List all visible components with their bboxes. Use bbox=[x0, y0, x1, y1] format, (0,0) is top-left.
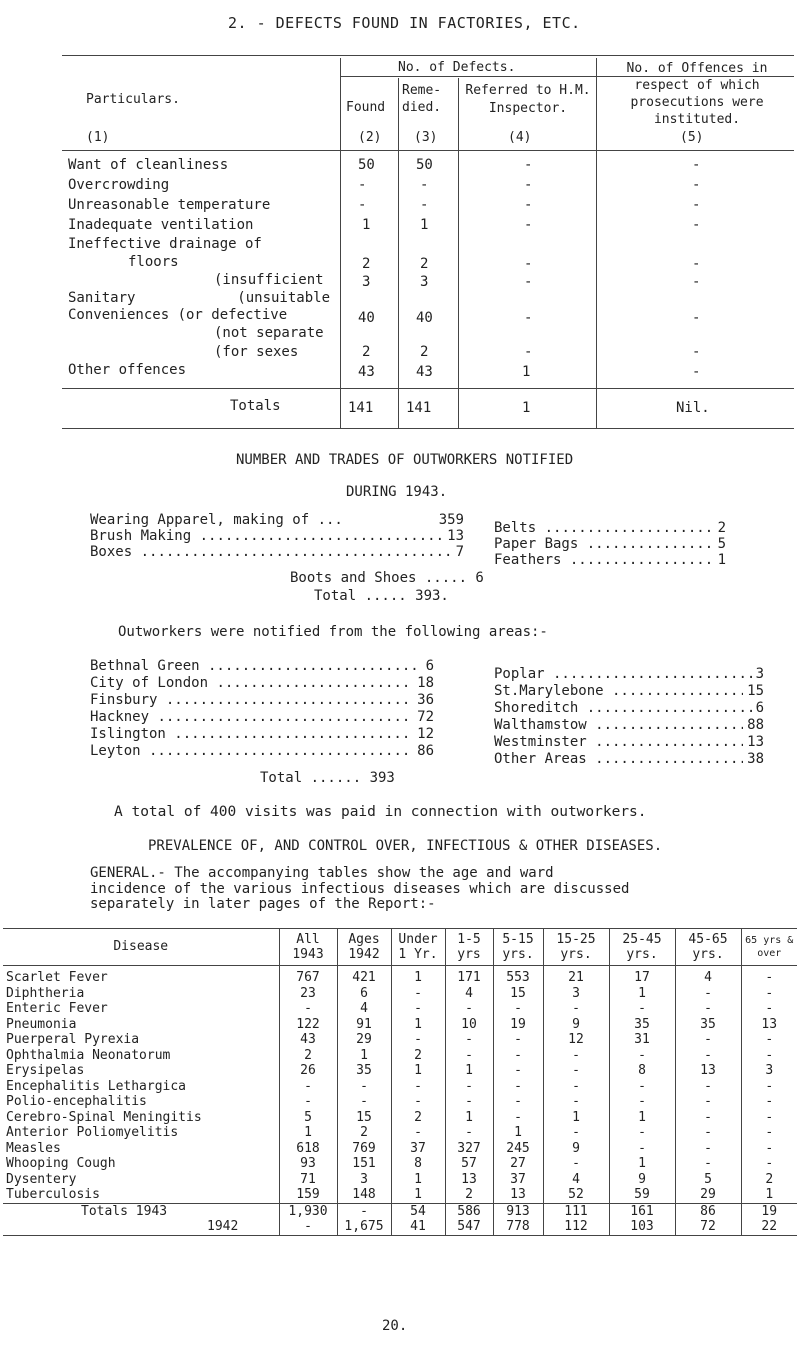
header-referred: Referred to H.M. Inspector. bbox=[465, 83, 591, 116]
defect-row-label: Other offences bbox=[68, 362, 187, 378]
defect-found: 2 bbox=[362, 256, 371, 272]
disease-count: - bbox=[675, 1156, 741, 1172]
disease-row bbox=[3, 1079, 797, 1095]
disease-count: 1 bbox=[279, 1125, 337, 1141]
totals-cell: 111 bbox=[543, 1203, 609, 1219]
defect-row-label: Conveniences (or defective bbox=[68, 307, 288, 323]
defect-referred: - bbox=[524, 344, 533, 360]
disease-count: 553 bbox=[493, 966, 543, 986]
disease-count: 3 bbox=[741, 1063, 797, 1079]
defect-offences: - bbox=[692, 197, 701, 213]
disease-count: - bbox=[741, 1125, 797, 1141]
disease-count: - bbox=[543, 1063, 609, 1079]
disease-name: Encephalitis Lethargica bbox=[6, 1078, 187, 1094]
disease-count: - bbox=[741, 1032, 797, 1048]
disease-count: 1 bbox=[391, 1172, 445, 1188]
totals-cell: 778 bbox=[493, 1219, 543, 1235]
outworkers-subheading: DURING 1943. bbox=[346, 484, 448, 500]
disease-count: 6 bbox=[337, 986, 391, 1002]
disease-count: - bbox=[741, 1094, 797, 1110]
defect-remedied: - bbox=[420, 177, 429, 193]
disease-count: - bbox=[391, 1094, 445, 1110]
defect-referred: - bbox=[524, 256, 533, 272]
trade-item: Brush Making ..... 13 bbox=[90, 528, 464, 544]
disease-count: 151 bbox=[337, 1156, 391, 1172]
disease-count: 29 bbox=[675, 1187, 741, 1203]
totals-cell: - bbox=[337, 1203, 391, 1219]
totals-cell: 1,930 bbox=[279, 1203, 337, 1219]
disease-count: - bbox=[279, 1001, 337, 1017]
disease-count: 1 bbox=[391, 1063, 445, 1079]
disease-count: - bbox=[543, 1048, 609, 1064]
disease-row bbox=[3, 966, 797, 986]
col-header: 5-15 yrs. bbox=[493, 929, 543, 966]
disease-count: 1 bbox=[391, 1017, 445, 1033]
disease-count: 12 bbox=[543, 1032, 609, 1048]
defect-row-label: (not separate bbox=[214, 325, 324, 341]
col-header: Ages 1942 bbox=[337, 929, 391, 966]
disease-count: 5 bbox=[675, 1172, 741, 1188]
disease-count: 8 bbox=[391, 1156, 445, 1172]
disease-row bbox=[3, 1001, 797, 1017]
area-item: St.Marylebone ..... 15 bbox=[494, 683, 764, 700]
header-particulars: Particulars. bbox=[86, 92, 180, 107]
areas-right bbox=[494, 666, 764, 768]
disease-count: 4 bbox=[543, 1172, 609, 1188]
disease-count: - bbox=[675, 1001, 741, 1017]
defect-remedied: 43 bbox=[416, 364, 433, 380]
defect-remedied: 1 bbox=[420, 217, 429, 233]
disease-count: 9 bbox=[543, 1017, 609, 1033]
totals-cell: 103 bbox=[609, 1219, 675, 1235]
disease-count: 71 bbox=[279, 1172, 337, 1188]
disease-count: 5 bbox=[279, 1110, 337, 1126]
disease-count: 2 bbox=[391, 1048, 445, 1064]
general-line: separately in later pages of the Report:- bbox=[90, 896, 436, 912]
col-header: Under 1 Yr. bbox=[391, 929, 445, 966]
disease-row bbox=[3, 1017, 797, 1033]
disease-count: 8 bbox=[609, 1063, 675, 1079]
defect-offences: - bbox=[692, 344, 701, 360]
disease-count: 1 bbox=[445, 1063, 493, 1079]
defect-referred: 1 bbox=[522, 364, 531, 380]
disease-count: 13 bbox=[445, 1172, 493, 1188]
disease-count: - bbox=[337, 1079, 391, 1095]
totals-cell: 112 bbox=[543, 1219, 609, 1235]
area-item: Leyton ..... 86 bbox=[90, 743, 434, 760]
disease-count: 2 bbox=[391, 1110, 445, 1126]
defect-found: 1 bbox=[362, 217, 371, 233]
disease-count: 52 bbox=[543, 1187, 609, 1203]
disease-name: Enteric Fever bbox=[6, 1001, 108, 1016]
disease-count: - bbox=[391, 1079, 445, 1095]
disease-count: - bbox=[543, 1079, 609, 1095]
disease-count: - bbox=[445, 1048, 493, 1064]
trade-item: Belts ..... 2 bbox=[494, 520, 726, 536]
disease-count: 421 bbox=[337, 966, 391, 986]
disease-count: - bbox=[741, 1156, 797, 1172]
totals-cell: 547 bbox=[445, 1219, 493, 1235]
col-header: 65 yrs & over bbox=[741, 929, 797, 966]
disease-row bbox=[3, 1048, 797, 1064]
disease-count: 1 bbox=[609, 1156, 675, 1172]
defect-remedied: 2 bbox=[420, 344, 429, 360]
general-paragraph bbox=[90, 866, 629, 913]
disease-count: 23 bbox=[279, 986, 337, 1002]
defect-found: 43 bbox=[358, 364, 375, 380]
disease-count: - bbox=[741, 1079, 797, 1095]
header-col1: (1) bbox=[86, 130, 110, 145]
totals-cell: 54 bbox=[391, 1203, 445, 1219]
disease-count: 1 bbox=[609, 986, 675, 1002]
disease-count: - bbox=[391, 1001, 445, 1017]
disease-count: 327 bbox=[445, 1141, 493, 1157]
disease-count: 91 bbox=[337, 1017, 391, 1033]
totals-row-1943 bbox=[3, 1203, 797, 1219]
totals-cell: 41 bbox=[391, 1219, 445, 1235]
disease-count: 37 bbox=[493, 1172, 543, 1188]
disease-count: 3 bbox=[337, 1172, 391, 1188]
header-col3: (3) bbox=[414, 130, 438, 145]
disease-count: - bbox=[609, 1094, 675, 1110]
disease-name: Anterior Poliomyelitis bbox=[6, 1125, 179, 1140]
disease-count: - bbox=[391, 1032, 445, 1048]
totals-cell: 22 bbox=[741, 1219, 797, 1235]
disease-count: 10 bbox=[445, 1017, 493, 1033]
defect-referred: - bbox=[524, 217, 533, 233]
disease-row bbox=[3, 1172, 797, 1188]
disease-count: - bbox=[675, 1125, 741, 1141]
disease-row bbox=[3, 1094, 797, 1110]
defect-offences: - bbox=[692, 274, 701, 290]
totals-offences: Nil. bbox=[676, 400, 710, 416]
disease-count: 2 bbox=[279, 1048, 337, 1064]
defect-remedied: 3 bbox=[420, 274, 429, 290]
totals-row-1942 bbox=[3, 1219, 797, 1235]
disease-count: 159 bbox=[279, 1187, 337, 1203]
totals-cell: 161 bbox=[609, 1203, 675, 1219]
disease-count: - bbox=[493, 1032, 543, 1048]
defect-remedied: - bbox=[420, 197, 429, 213]
disease-count: - bbox=[493, 1063, 543, 1079]
defect-referred: - bbox=[524, 177, 533, 193]
disease-count: 15 bbox=[493, 986, 543, 1002]
areas-intro: Outworkers were notified from the following areas:- bbox=[118, 624, 548, 640]
disease-count: 4 bbox=[675, 966, 741, 986]
defect-found: 50 bbox=[358, 157, 375, 173]
disease-count: 93 bbox=[279, 1156, 337, 1172]
header-col5: (5) bbox=[680, 130, 704, 145]
defect-offences: - bbox=[692, 364, 701, 380]
disease-count: 171 bbox=[445, 966, 493, 986]
disease-name: Erysipelas bbox=[6, 1063, 85, 1078]
disease-name: Whooping Cough bbox=[6, 1156, 116, 1171]
defect-offences: - bbox=[692, 217, 701, 233]
disease-name: Diphtheria bbox=[6, 985, 85, 1001]
totals-cell: 19 bbox=[741, 1203, 797, 1219]
disease-count: - bbox=[337, 1094, 391, 1110]
disease-count: - bbox=[609, 1125, 675, 1141]
disease-count: 2 bbox=[445, 1187, 493, 1203]
defect-row-label: Overcrowding bbox=[68, 177, 170, 193]
disease-count: - bbox=[445, 1032, 493, 1048]
col-header: 15-25 yrs. bbox=[543, 929, 609, 966]
col-header: 1-5 yrs bbox=[445, 929, 493, 966]
totals-cell: - bbox=[279, 1219, 337, 1235]
disease-count: - bbox=[543, 1125, 609, 1141]
area-item: Islington ..... 12 bbox=[90, 726, 434, 743]
totals-cell: Totals 1943 bbox=[81, 1203, 168, 1219]
totals-remedied: 141 bbox=[406, 400, 432, 416]
disease-row bbox=[3, 1141, 797, 1157]
disease-count: - bbox=[675, 1110, 741, 1126]
disease-count: - bbox=[445, 1001, 493, 1017]
area-item: Finsbury ..... 36 bbox=[90, 692, 434, 709]
area-item: Bethnal Green ..... 6 bbox=[90, 658, 434, 675]
defect-row-label: (insufficient bbox=[214, 272, 324, 288]
defect-offences: - bbox=[692, 177, 701, 193]
defect-found: - bbox=[358, 177, 367, 193]
col-header: Disease bbox=[113, 939, 169, 955]
disease-count: 1 bbox=[445, 1110, 493, 1126]
totals-referred: 1 bbox=[522, 400, 531, 416]
disease-name: Measles bbox=[6, 1140, 61, 1156]
disease-count: 29 bbox=[337, 1032, 391, 1048]
disease-count: - bbox=[493, 1048, 543, 1064]
totals-found: 141 bbox=[348, 400, 374, 416]
disease-name: Scarlet Fever bbox=[6, 970, 108, 985]
trade-item: Boxes ..... 7 bbox=[90, 544, 464, 560]
disease-count: - bbox=[543, 1001, 609, 1017]
trades-left bbox=[90, 512, 464, 560]
header-offences: No. of Offences in respect of which prosecutions were instituted. bbox=[626, 61, 768, 127]
col-header: 25-45 yrs. bbox=[609, 929, 675, 966]
disease-name: Dysentery bbox=[6, 1171, 77, 1187]
disease-count: 769 bbox=[337, 1141, 391, 1157]
disease-name: Ophthalmia Neonatorum bbox=[6, 1047, 171, 1063]
disease-count: 35 bbox=[337, 1063, 391, 1079]
defect-row-label: Want of cleanliness bbox=[68, 157, 229, 173]
defect-row-label: Ineffective drainage of bbox=[68, 236, 262, 252]
areas-total: Total ...... 393 bbox=[260, 770, 395, 786]
disease-count: 19 bbox=[493, 1017, 543, 1033]
disease-count: 1 bbox=[391, 966, 445, 986]
defect-offences: - bbox=[692, 256, 701, 272]
disease-row bbox=[3, 1156, 797, 1172]
defect-referred: - bbox=[524, 310, 533, 326]
general-line: GENERAL.- The accompanying tables show the age and ward bbox=[90, 865, 554, 881]
boots-and-shoes: Boots and Shoes ..... 6 bbox=[290, 570, 484, 586]
col-header: All 1943 bbox=[279, 929, 337, 966]
disease-table bbox=[3, 928, 797, 1236]
defect-row-label-2: floors bbox=[128, 254, 179, 270]
disease-count: 31 bbox=[609, 1032, 675, 1048]
trade-item: Wearing Apparel, making of ... 359 bbox=[90, 512, 464, 528]
disease-name: Pneumonia bbox=[6, 1016, 77, 1032]
area-item: City of London ..... 18 bbox=[90, 675, 434, 692]
disease-count: 1 bbox=[337, 1048, 391, 1064]
disease-count: - bbox=[609, 1141, 675, 1157]
defect-found: - bbox=[358, 197, 367, 213]
disease-count: - bbox=[279, 1094, 337, 1110]
page-title: 2. - DEFECTS FOUND IN FACTORIES, ETC. bbox=[228, 14, 581, 32]
area-item: Westminster ..... 13 bbox=[494, 734, 764, 751]
areas-left bbox=[90, 658, 434, 760]
disease-row bbox=[3, 1032, 797, 1048]
disease-row bbox=[3, 1187, 797, 1203]
trades-right bbox=[494, 520, 726, 568]
outworkers-heading: NUMBER AND TRADES OF OUTWORKERS NOTIFIED bbox=[236, 452, 574, 468]
trades-total: Total ..... 393. bbox=[314, 588, 449, 604]
area-item: Shoreditch ..... 6 bbox=[494, 700, 764, 717]
area-item: Walthamstow ..... 88 bbox=[494, 717, 764, 734]
totals-cell: 86 bbox=[675, 1203, 741, 1219]
disease-row bbox=[3, 1063, 797, 1079]
header-col2: (2) bbox=[358, 130, 382, 145]
disease-count: - bbox=[445, 1125, 493, 1141]
disease-count: - bbox=[391, 1125, 445, 1141]
defect-found: 40 bbox=[358, 310, 375, 326]
disease-count: - bbox=[741, 1141, 797, 1157]
header-remedied: Reme- died. bbox=[402, 83, 442, 115]
disease-count: - bbox=[609, 1001, 675, 1017]
defect-offences: - bbox=[692, 310, 701, 326]
disease-row bbox=[3, 1125, 797, 1141]
disease-count: - bbox=[445, 1094, 493, 1110]
disease-count: - bbox=[543, 1156, 609, 1172]
disease-count: 767 bbox=[279, 966, 337, 986]
defect-referred: - bbox=[524, 274, 533, 290]
disease-name: Tuberculosis bbox=[6, 1187, 100, 1202]
disease-count: - bbox=[445, 1079, 493, 1095]
disease-count: 35 bbox=[675, 1017, 741, 1033]
header-col4: (4) bbox=[508, 130, 532, 145]
disease-count: - bbox=[741, 966, 797, 986]
disease-count: - bbox=[279, 1079, 337, 1095]
disease-count: 13 bbox=[493, 1187, 543, 1203]
header-no-of-defects: No. of Defects. bbox=[398, 60, 516, 75]
disease-name: Polio-encephalitis bbox=[6, 1094, 147, 1109]
disease-name: Puerperal Pyrexia bbox=[6, 1032, 140, 1047]
disease-count: 4 bbox=[445, 986, 493, 1002]
disease-count: 15 bbox=[337, 1110, 391, 1126]
totals-cell: 1942 bbox=[207, 1219, 239, 1234]
disease-count: 35 bbox=[609, 1017, 675, 1033]
disease-count: - bbox=[391, 986, 445, 1002]
header-found: Found bbox=[346, 100, 386, 115]
disease-count: 3 bbox=[543, 986, 609, 1002]
disease-count: - bbox=[675, 1141, 741, 1157]
defect-referred: - bbox=[524, 197, 533, 213]
disease-count: 37 bbox=[391, 1141, 445, 1157]
disease-name: Cerebro-Spinal Meningitis bbox=[6, 1109, 202, 1125]
disease-count: 618 bbox=[279, 1141, 337, 1157]
totals-cell: 72 bbox=[675, 1219, 741, 1235]
totals-cell: 913 bbox=[493, 1203, 543, 1219]
defect-remedied: 50 bbox=[416, 157, 433, 173]
area-item: Other Areas ..... 38 bbox=[494, 751, 764, 768]
disease-count: 26 bbox=[279, 1063, 337, 1079]
disease-count: 2 bbox=[337, 1125, 391, 1141]
disease-count: 1 bbox=[609, 1110, 675, 1126]
disease-count: - bbox=[741, 986, 797, 1002]
visits-text: A total of 400 visits was paid in connection with outworkers. bbox=[114, 804, 647, 820]
defect-found: 3 bbox=[362, 274, 371, 290]
disease-count: 59 bbox=[609, 1187, 675, 1203]
general-line: incidence of the various infectious diseases which are discussed bbox=[90, 880, 630, 897]
defect-offences: - bbox=[692, 157, 701, 173]
defect-found: 2 bbox=[362, 344, 371, 360]
disease-count: 148 bbox=[337, 1187, 391, 1203]
prevalence-heading: PREVALENCE OF, AND CONTROL OVER, INFECTIOUS & OTHER DISEASES. bbox=[148, 838, 663, 854]
disease-count: - bbox=[675, 1079, 741, 1095]
disease-count: 1 bbox=[741, 1187, 797, 1203]
defect-remedied: 2 bbox=[420, 256, 429, 272]
disease-count: 1 bbox=[543, 1110, 609, 1126]
disease-count: - bbox=[741, 1110, 797, 1126]
disease-header-row bbox=[3, 929, 797, 966]
disease-count: - bbox=[493, 1079, 543, 1095]
disease-count: - bbox=[609, 1048, 675, 1064]
disease-count: 43 bbox=[279, 1032, 337, 1048]
defect-row-label: Unreasonable temperature bbox=[68, 197, 271, 213]
disease-count: - bbox=[675, 1032, 741, 1048]
disease-count: 27 bbox=[493, 1156, 543, 1172]
defect-row-label: Inadequate ventilation bbox=[68, 217, 254, 233]
disease-count: 9 bbox=[609, 1172, 675, 1188]
disease-count: 4 bbox=[337, 1001, 391, 1017]
disease-count: - bbox=[675, 986, 741, 1002]
totals-cell: 1,675 bbox=[337, 1219, 391, 1235]
disease-count: 1 bbox=[493, 1125, 543, 1141]
disease-count: - bbox=[493, 1094, 543, 1110]
disease-count: - bbox=[741, 1048, 797, 1064]
totals-cell: 586 bbox=[445, 1203, 493, 1219]
disease-count: 13 bbox=[741, 1017, 797, 1033]
disease-count: 9 bbox=[543, 1141, 609, 1157]
disease-count: 57 bbox=[445, 1156, 493, 1172]
disease-count: - bbox=[493, 1110, 543, 1126]
disease-row bbox=[3, 986, 797, 1002]
disease-count: - bbox=[675, 1048, 741, 1064]
disease-count: - bbox=[543, 1094, 609, 1110]
trade-item: Paper Bags ..... 5 bbox=[494, 536, 726, 552]
area-item: Hackney ..... 72 bbox=[90, 709, 434, 726]
area-item: Poplar ..... 3 bbox=[494, 666, 764, 683]
disease-count: 122 bbox=[279, 1017, 337, 1033]
disease-count: 21 bbox=[543, 966, 609, 986]
disease-row bbox=[3, 1110, 797, 1126]
disease-count: 1 bbox=[391, 1187, 445, 1203]
defect-referred: - bbox=[524, 157, 533, 173]
defect-row-label: (for sexes bbox=[214, 344, 299, 360]
defect-remedied: 40 bbox=[416, 310, 433, 326]
disease-count: 17 bbox=[609, 966, 675, 986]
disease-count: 13 bbox=[675, 1063, 741, 1079]
page-number: 20. bbox=[382, 1318, 408, 1334]
col-header: 45-65 yrs. bbox=[675, 929, 741, 966]
disease-count: 2 bbox=[741, 1172, 797, 1188]
disease-count: - bbox=[493, 1001, 543, 1017]
defect-row-label: Sanitary (unsuitable bbox=[68, 290, 330, 306]
disease-count: - bbox=[741, 1001, 797, 1017]
disease-count: 245 bbox=[493, 1141, 543, 1157]
trade-item: Feathers ..... 1 bbox=[494, 552, 726, 568]
disease-count: - bbox=[609, 1079, 675, 1095]
totals-label: Totals bbox=[230, 398, 281, 414]
disease-count: - bbox=[675, 1094, 741, 1110]
